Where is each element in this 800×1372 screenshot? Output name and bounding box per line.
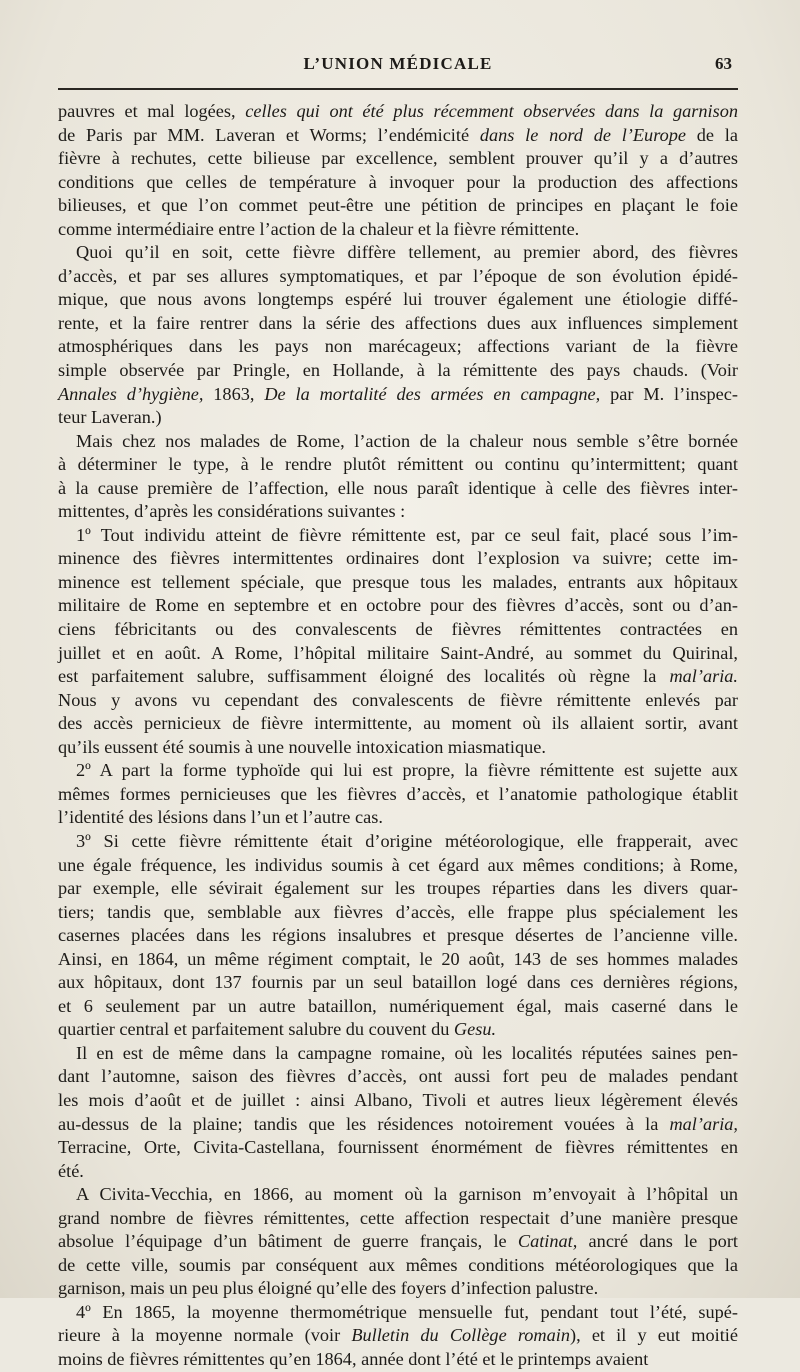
text-line <box>58 1277 738 1301</box>
text-run: à la cause première de l’affection, elle nous paraît identique à celle des fièvres inter- <box>58 477 738 498</box>
text-line <box>58 547 738 571</box>
text-run: conditions que celles de température à invoquer pour la production des affections <box>58 171 738 192</box>
paragraph <box>58 241 738 429</box>
text-run: rieure à la moyenne normale (voir <box>58 1325 352 1346</box>
text-run: l’identité des lésions dans l’un et l’autre cas. <box>58 807 383 828</box>
text-line <box>58 1160 738 1184</box>
paragraph <box>58 524 738 759</box>
text-run: mêmes formes pernicieuses que les fièvres d’accès, et l’anatomie pathologique établit <box>58 783 738 804</box>
italic-text: celles qui ont été plus récemment observées dans la garnison <box>235 101 738 121</box>
header-rule <box>58 88 738 90</box>
text-line <box>58 971 738 995</box>
text-run: 1863, <box>203 383 265 404</box>
text-run: aux hôpitaux, dont 137 fournis par un seul bataillon logé dans ces dernières régions, <box>58 972 738 993</box>
text-line <box>58 100 738 124</box>
text-line <box>58 594 738 618</box>
text-run: casernes placées dans les régions insalubres et presque désertes de l’ancienne ville. <box>58 925 738 946</box>
text-run: est parfaitement salubre, suffisamment éloigné des localités où règne la <box>58 666 670 687</box>
text-line <box>58 618 738 642</box>
text-run: Terracine, Orte, Civita-Castellana, fournissent énormément de fièvres rémittentes en <box>58 1137 738 1158</box>
text-run: à déterminer le type, à le rendre plutôt rémittent ou continu qu’intermittent; quant <box>58 454 738 475</box>
text-run: Il en est de même dans la campagne romaine, où les localités réputées saines pen- <box>76 1042 738 1063</box>
text-run: quartier central et parfaitement salubre du couvent du <box>58 1019 454 1040</box>
page-header <box>58 54 738 80</box>
body-text <box>58 100 738 1372</box>
text-line <box>58 642 738 666</box>
text-run: Quoi qu’il en soit, cette fièvre diffère tellement, au premier abord, des fièvres <box>76 242 738 263</box>
text-run: ciens fébricitants ou des convalescents de fièvres rémittentes contractées en <box>58 619 738 640</box>
text-line <box>58 1301 738 1325</box>
italic-text: mal’aria. <box>669 666 738 687</box>
text-line <box>58 218 738 242</box>
text-run: 3º Si cette fièvre rémittente était d’origine météorologique, elle frapperait, avec <box>76 830 738 851</box>
text-run: ancré dans le port <box>577 1231 738 1252</box>
paragraph <box>58 100 738 241</box>
text-line <box>58 665 738 689</box>
italic-text: mal’aria, <box>669 1113 738 1134</box>
text-run: au-dessus de la plaine; tandis que les résidences notoirement vouées à la <box>58 1113 670 1134</box>
text-line <box>58 359 738 383</box>
text-line <box>58 1089 738 1113</box>
text-line <box>58 830 738 854</box>
text-line <box>58 194 738 218</box>
text-run: 2º A part la forme typhoïde qui lui est propre, la fièvre rémittente est sujette aux <box>76 760 738 781</box>
text-line <box>58 689 738 713</box>
text-run: par M. l’inspec- <box>600 383 738 404</box>
text-line <box>58 524 738 548</box>
text-run: 4º En 1865, la moyenne thermométrique mensuelle fut, pendant tout l’été, supé- <box>76 1301 738 1322</box>
text-line <box>58 877 738 901</box>
text-run: fièvre à rechutes, cette bilieuse par excellence, semblent prouver qu’il y a d’autres <box>58 148 738 169</box>
text-run: minence est tellement spéciale, que presque tous les malades, entrants aux hôpitaux <box>58 571 738 592</box>
text-line <box>58 265 738 289</box>
text-line <box>58 288 738 312</box>
text-run: Mais chez nos malades de Rome, l’action de la chaleur nous semble s’être bornée <box>76 430 738 451</box>
text-run: Nous y avons vu cependant des convalescents de fièvre rémittente enlevés par <box>58 689 738 710</box>
text-line <box>58 1183 738 1207</box>
running-title: L’UNION MÉDICALE <box>303 54 493 73</box>
text-line <box>58 924 738 948</box>
text-run: été. <box>58 1160 84 1181</box>
text-line <box>58 806 738 830</box>
text-run: et 6 seulement par un autre bataillon, numériquement égal, mais caserné dans le <box>58 995 738 1016</box>
text-run: de la <box>686 124 738 145</box>
text-run: des accès pernicieux de fièvre intermittente, au moment où ils allaient sortir, avant <box>58 713 738 734</box>
text-line <box>58 147 738 171</box>
italic-text: De la mortalité des armées en campagne, <box>264 383 601 404</box>
text-run: bilieuses, et que l’on commet peut-être une pétition de principes en plaçant le foie <box>58 195 738 216</box>
text-run: d’accès, et par ses allures symptomatiques, et par l’époque de son évolution épidé- <box>58 265 738 286</box>
page-number: 63 <box>715 54 732 73</box>
italic-text: Gesu. <box>453 1019 497 1040</box>
text-line <box>58 995 738 1019</box>
text-line <box>58 1324 738 1348</box>
text-run: A Civita-Vecchia, en 1866, au moment où la garnison m’envoyait à l’hôpital un <box>76 1184 738 1205</box>
text-run: moins de fièvres rémittentes qu’en 1864, année dont l’été et le printemps avaient <box>58 1348 649 1369</box>
paragraph <box>58 1042 738 1183</box>
text-run: comme intermédiaire entre l’action de la chaleur et la fièvre rémittente. <box>58 218 580 239</box>
text-line <box>58 783 738 807</box>
text-run: pauvres et mal logées, <box>58 101 236 121</box>
text-run: de Paris par MM. Laveran et Worms; l’endémicité <box>58 124 480 145</box>
text-line <box>58 171 738 195</box>
text-line <box>58 1065 738 1089</box>
text-run: de cette ville, soumis par conséquent aux mêmes conditions météorologiques que la <box>58 1254 738 1275</box>
text-run: militaire de Rome en septembre et en octobre pour des fièvres d’accès, sont ou d’an- <box>58 595 738 616</box>
text-line <box>58 383 738 407</box>
text-run: teur Laveran.) <box>58 407 162 428</box>
paragraph <box>58 430 738 524</box>
text-run: les mois d’août et de juillet : ainsi Albano, Tivoli et autres lieux légèrement élevés <box>58 1089 738 1110</box>
text-line <box>58 948 738 972</box>
text-line <box>58 335 738 359</box>
text-line <box>58 453 738 477</box>
text-line <box>58 1254 738 1278</box>
text-run: dant l’automne, saison des fièvres d’accès, ont aussi fort peu de malades pendant <box>58 1066 738 1087</box>
text-run: tiers; tandis que, semblable aux fièvres d’accès, elle frappe plus spécialement les <box>58 901 738 922</box>
text-line <box>58 1042 738 1066</box>
text-run: qu’ils eussent été soumis à une nouvelle intoxication miasmatique. <box>58 736 546 757</box>
text-run: par exemple, elle sévirait également sur les troupes réparties dans les divers quar- <box>58 878 738 899</box>
text-line <box>58 500 738 524</box>
paragraph <box>58 1183 738 1301</box>
text-run: juillet et en août. A Rome, l’hôpital militaire Saint-André, au sommet du Quirinal, <box>58 642 738 663</box>
text-line <box>58 854 738 878</box>
text-line <box>58 736 738 760</box>
text-run: mittentes, d’après les considérations suivantes : <box>58 501 406 522</box>
text-line <box>58 241 738 265</box>
text-line <box>58 1113 738 1137</box>
italic-text: dans le nord de l’Europe <box>479 124 687 145</box>
text-line <box>58 1230 738 1254</box>
text-line <box>58 312 738 336</box>
italic-text: Catinat, <box>517 1231 578 1252</box>
text-line <box>58 1136 738 1160</box>
paragraph <box>58 1301 738 1372</box>
text-line <box>58 1207 738 1231</box>
text-line <box>58 406 738 430</box>
text-run: ), et il y eut moitié <box>570 1325 738 1346</box>
text-run: mique, que nous avons longtemps espéré lui trouver également une étiologie diffé- <box>58 289 738 310</box>
text-line <box>58 571 738 595</box>
text-line <box>58 901 738 925</box>
text-line <box>58 1018 738 1042</box>
text-run: une égale fréquence, les individus soumis à cet égard aux mêmes conditions; à Rome, <box>58 854 738 875</box>
text-line <box>58 430 738 454</box>
text-run: simple observée par Pringle, en Hollande, à la rémittente des pays chauds. (Voir <box>58 360 738 381</box>
text-line <box>58 712 738 736</box>
text-run: Ainsi, en 1864, un même régiment comptait, le 20 août, 143 de ses hommes malades <box>58 948 738 969</box>
text-line <box>58 124 738 148</box>
text-line <box>58 1348 738 1372</box>
italic-text: Annales d’hygiène, <box>58 383 204 404</box>
text-line <box>58 477 738 501</box>
text-run: 1º Tout individu atteint de fièvre rémittente est, par ce seul fait, placé sous l’im- <box>76 524 738 545</box>
text-run: grand nombre de fièvres rémittentes, cette affection respectait d’une manière presque <box>58 1207 738 1228</box>
text-run: atmosphériques dans les pays non marécageux; affections variant de la fièvre <box>58 336 738 357</box>
text-run: garnison, mais un peu plus éloigné qu’elle des foyers d’infection palustre. <box>58 1278 599 1299</box>
text-run: rente, et la faire rentrer dans la série des affections dues aux influences simplement <box>58 312 738 333</box>
paragraph <box>58 759 738 830</box>
italic-text: Bulletin du Collège romain <box>351 1325 570 1346</box>
text-line <box>58 759 738 783</box>
text-run: absolue l’équipage d’un bâtiment de guerre français, le <box>58 1231 518 1252</box>
paragraph <box>58 830 738 1042</box>
text-run: minence des fièvres intermittentes ordinaires dont l’explosion va suivre; cette im- <box>58 548 738 569</box>
